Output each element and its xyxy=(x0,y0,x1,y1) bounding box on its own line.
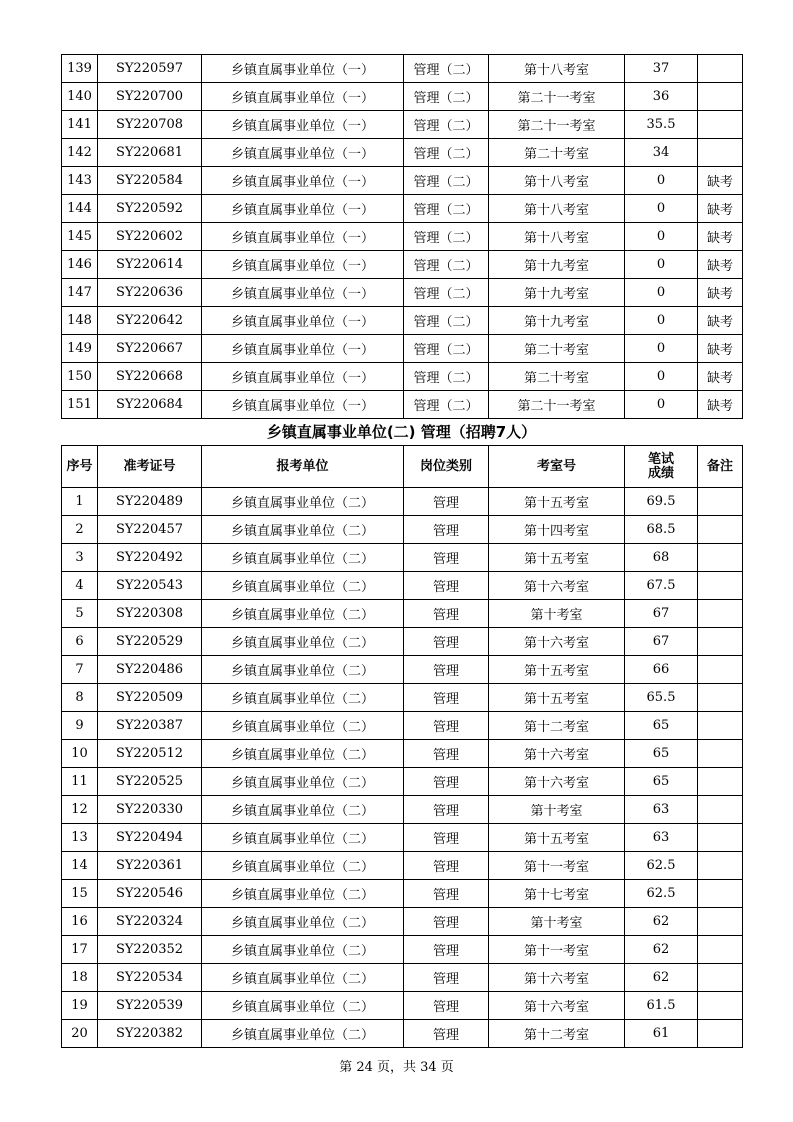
cell-note xyxy=(698,628,743,656)
cell-room: 第十六考室 xyxy=(489,628,625,656)
table-row xyxy=(62,391,743,419)
cell-unit: 乡镇直属事业单位（一） xyxy=(202,139,404,167)
cell-score: 0 xyxy=(625,391,698,419)
cell-unit: 乡镇直属事业单位（一） xyxy=(202,335,404,363)
cell-score: 62 xyxy=(625,936,698,964)
header-room: 考室号 xyxy=(489,446,625,488)
table-row xyxy=(62,335,743,363)
cell-unit: 乡镇直属事业单位（二） xyxy=(202,936,404,964)
cell-unit: 乡镇直属事业单位（一） xyxy=(202,111,404,139)
cell-note xyxy=(698,712,743,740)
cell-no: 7 xyxy=(62,656,98,684)
cell-room: 第十五考室 xyxy=(489,684,625,712)
cell-score: 0 xyxy=(625,195,698,223)
cell-score: 68.5 xyxy=(625,516,698,544)
cell-room: 第十六考室 xyxy=(489,572,625,600)
cell-no: 147 xyxy=(62,279,98,307)
cell-no: 15 xyxy=(62,880,98,908)
cell-note xyxy=(698,684,743,712)
cell-category: 管理（二） xyxy=(404,111,489,139)
cell-no: 139 xyxy=(62,55,98,83)
cell-exam-id: SY220534 xyxy=(98,964,202,992)
cell-exam-id: SY220382 xyxy=(98,1020,202,1048)
cell-unit: 乡镇直属事业单位（二） xyxy=(202,908,404,936)
cell-unit: 乡镇直属事业单位（二） xyxy=(202,656,404,684)
cell-no: 10 xyxy=(62,740,98,768)
cell-unit: 乡镇直属事业单位（一） xyxy=(202,195,404,223)
cell-category: 管理 xyxy=(404,796,489,824)
cell-category: 管理 xyxy=(404,572,489,600)
cell-category: 管理 xyxy=(404,488,489,516)
cell-score: 66 xyxy=(625,656,698,684)
cell-category: 管理 xyxy=(404,740,489,768)
table-row xyxy=(62,656,743,684)
cell-score: 0 xyxy=(625,167,698,195)
cell-score: 67 xyxy=(625,628,698,656)
cell-score: 0 xyxy=(625,251,698,279)
cell-room: 第十八考室 xyxy=(489,55,625,83)
cell-room: 第十九考室 xyxy=(489,251,625,279)
cell-no: 13 xyxy=(62,824,98,852)
cell-unit: 乡镇直属事业单位（二） xyxy=(202,488,404,516)
cell-unit: 乡镇直属事业单位（二） xyxy=(202,852,404,880)
section-results-body xyxy=(62,488,743,1048)
cell-unit: 乡镇直属事业单位（二） xyxy=(202,992,404,1020)
cell-no: 11 xyxy=(62,768,98,796)
cell-category: 管理 xyxy=(404,712,489,740)
cell-room: 第二十一考室 xyxy=(489,83,625,111)
cell-note xyxy=(698,139,743,167)
table-row xyxy=(62,516,743,544)
cell-exam-id: SY220614 xyxy=(98,251,202,279)
table-row xyxy=(62,223,743,251)
cell-exam-id: SY220489 xyxy=(98,488,202,516)
cell-unit: 乡镇直属事业单位（一） xyxy=(202,279,404,307)
cell-room: 第十七考室 xyxy=(489,880,625,908)
cell-note xyxy=(698,544,743,572)
cell-room: 第十五考室 xyxy=(489,544,625,572)
cell-no: 6 xyxy=(62,628,98,656)
cell-no: 20 xyxy=(62,1020,98,1048)
cell-note xyxy=(698,852,743,880)
cell-no: 17 xyxy=(62,936,98,964)
table-row xyxy=(62,1020,743,1048)
table-row xyxy=(62,740,743,768)
cell-note xyxy=(698,964,743,992)
cell-exam-id: SY220492 xyxy=(98,544,202,572)
cell-note: 缺考 xyxy=(698,195,743,223)
cell-exam-id: SY220668 xyxy=(98,363,202,391)
cell-note xyxy=(698,111,743,139)
cell-exam-id: SY220684 xyxy=(98,391,202,419)
cell-category: 管理（二） xyxy=(404,167,489,195)
cell-score: 67 xyxy=(625,600,698,628)
table-row xyxy=(62,600,743,628)
cell-unit: 乡镇直属事业单位（二） xyxy=(202,544,404,572)
cell-category: 管理 xyxy=(404,600,489,628)
table-row xyxy=(62,251,743,279)
cell-score: 62 xyxy=(625,908,698,936)
cell-score: 35.5 xyxy=(625,111,698,139)
cell-category: 管理 xyxy=(404,992,489,1020)
cell-category: 管理 xyxy=(404,1020,489,1048)
cell-no: 141 xyxy=(62,111,98,139)
cell-unit: 乡镇直属事业单位（二） xyxy=(202,880,404,908)
cell-unit: 乡镇直属事业单位（二） xyxy=(202,1020,404,1048)
cell-no: 16 xyxy=(62,908,98,936)
cell-no: 145 xyxy=(62,223,98,251)
cell-exam-id: SY220584 xyxy=(98,167,202,195)
cell-room: 第十八考室 xyxy=(489,167,625,195)
cell-note xyxy=(698,768,743,796)
cell-category: 管理（二） xyxy=(404,55,489,83)
header-exam-id: 准考证号 xyxy=(98,446,202,488)
cell-unit: 乡镇直属事业单位（二） xyxy=(202,740,404,768)
cell-category: 管理（二） xyxy=(404,391,489,419)
cell-unit: 乡镇直属事业单位（二） xyxy=(202,572,404,600)
cell-exam-id: SY220636 xyxy=(98,279,202,307)
cell-category: 管理 xyxy=(404,656,489,684)
table-row xyxy=(62,936,743,964)
cell-room: 第十二考室 xyxy=(489,1020,625,1048)
table-header-row xyxy=(62,446,743,488)
cell-category: 管理（二） xyxy=(404,195,489,223)
table-row xyxy=(62,307,743,335)
header-score-line2: 成绩 xyxy=(647,465,674,481)
cell-unit: 乡镇直属事业单位（二） xyxy=(202,768,404,796)
cell-note xyxy=(698,824,743,852)
cell-note: 缺考 xyxy=(698,363,743,391)
cell-note xyxy=(698,600,743,628)
cell-note: 缺考 xyxy=(698,335,743,363)
table-row xyxy=(62,908,743,936)
cell-score: 0 xyxy=(625,223,698,251)
cell-unit: 乡镇直属事业单位（一） xyxy=(202,55,404,83)
cell-room: 第十一考室 xyxy=(489,936,625,964)
table-row xyxy=(62,964,743,992)
cell-note xyxy=(698,55,743,83)
cell-category: 管理 xyxy=(404,516,489,544)
cell-category: 管理 xyxy=(404,852,489,880)
cell-room: 第十六考室 xyxy=(489,768,625,796)
table-row xyxy=(62,992,743,1020)
cell-no: 18 xyxy=(62,964,98,992)
cell-no: 14 xyxy=(62,852,98,880)
cell-room: 第十五考室 xyxy=(489,656,625,684)
cell-score: 63 xyxy=(625,796,698,824)
cell-room: 第十考室 xyxy=(489,600,625,628)
cell-score: 65 xyxy=(625,712,698,740)
table-row xyxy=(62,824,743,852)
cell-unit: 乡镇直属事业单位（二） xyxy=(202,712,404,740)
cell-room: 第二十一考室 xyxy=(489,391,625,419)
cell-category: 管理 xyxy=(404,936,489,964)
cell-no: 2 xyxy=(62,516,98,544)
cell-category: 管理（二） xyxy=(404,279,489,307)
cell-note xyxy=(698,516,743,544)
cell-room: 第十八考室 xyxy=(489,195,625,223)
cell-unit: 乡镇直属事业单位（一） xyxy=(202,167,404,195)
cell-room: 第十六考室 xyxy=(489,992,625,1020)
cell-no: 151 xyxy=(62,391,98,419)
table-row xyxy=(62,684,743,712)
cell-note xyxy=(698,992,743,1020)
cell-exam-id: SY220512 xyxy=(98,740,202,768)
continued-results-body xyxy=(62,55,743,419)
cell-score: 65 xyxy=(625,768,698,796)
cell-score: 0 xyxy=(625,363,698,391)
table-row xyxy=(62,139,743,167)
cell-no: 9 xyxy=(62,712,98,740)
cell-room: 第十六考室 xyxy=(489,740,625,768)
cell-note: 缺考 xyxy=(698,223,743,251)
cell-room: 第十九考室 xyxy=(489,279,625,307)
cell-category: 管理（二） xyxy=(404,307,489,335)
cell-exam-id: SY220494 xyxy=(98,824,202,852)
cell-category: 管理（二） xyxy=(404,223,489,251)
cell-note xyxy=(698,1020,743,1048)
cell-room: 第十四考室 xyxy=(489,516,625,544)
cell-no: 146 xyxy=(62,251,98,279)
cell-note: 缺考 xyxy=(698,279,743,307)
cell-note xyxy=(698,656,743,684)
cell-score: 0 xyxy=(625,307,698,335)
cell-score: 69.5 xyxy=(625,488,698,516)
cell-unit: 乡镇直属事业单位（一） xyxy=(202,391,404,419)
cell-unit: 乡镇直属事业单位（二） xyxy=(202,516,404,544)
cell-category: 管理 xyxy=(404,684,489,712)
cell-unit: 乡镇直属事业单位（一） xyxy=(202,307,404,335)
cell-note: 缺考 xyxy=(698,167,743,195)
cell-room: 第十五考室 xyxy=(489,824,625,852)
table-row xyxy=(62,796,743,824)
header-note: 备注 xyxy=(698,446,743,488)
cell-unit: 乡镇直属事业单位（一） xyxy=(202,251,404,279)
cell-score: 62.5 xyxy=(625,880,698,908)
cell-room: 第二十考室 xyxy=(489,335,625,363)
cell-unit: 乡镇直属事业单位（一） xyxy=(202,223,404,251)
continued-results-table xyxy=(61,54,743,419)
cell-unit: 乡镇直属事业单位（二） xyxy=(202,684,404,712)
cell-no: 8 xyxy=(62,684,98,712)
cell-score: 67.5 xyxy=(625,572,698,600)
cell-room: 第十五考室 xyxy=(489,488,625,516)
table-row xyxy=(62,880,743,908)
cell-score: 34 xyxy=(625,139,698,167)
cell-exam-id: SY220361 xyxy=(98,852,202,880)
cell-exam-id: SY220525 xyxy=(98,768,202,796)
cell-exam-id: SY220509 xyxy=(98,684,202,712)
table-row xyxy=(62,628,743,656)
table-row xyxy=(62,83,743,111)
header-unit: 报考单位 xyxy=(202,446,404,488)
cell-exam-id: SY220387 xyxy=(98,712,202,740)
section-results-table xyxy=(61,445,743,1048)
cell-no: 144 xyxy=(62,195,98,223)
cell-unit: 乡镇直属事业单位（二） xyxy=(202,628,404,656)
cell-note xyxy=(698,796,743,824)
cell-score: 68 xyxy=(625,544,698,572)
header-score-line1: 笔试 xyxy=(647,451,674,467)
cell-note xyxy=(698,880,743,908)
cell-category: 管理 xyxy=(404,768,489,796)
cell-category: 管理 xyxy=(404,824,489,852)
cell-score: 65 xyxy=(625,740,698,768)
header-score xyxy=(625,446,698,488)
table-row xyxy=(62,768,743,796)
cell-unit: 乡镇直属事业单位（二） xyxy=(202,824,404,852)
table-row xyxy=(62,279,743,307)
cell-room: 第二十考室 xyxy=(489,139,625,167)
cell-note xyxy=(698,740,743,768)
cell-category: 管理（二） xyxy=(404,335,489,363)
cell-exam-id: SY220330 xyxy=(98,796,202,824)
cell-no: 142 xyxy=(62,139,98,167)
cell-exam-id: SY220642 xyxy=(98,307,202,335)
cell-score: 63 xyxy=(625,824,698,852)
cell-category: 管理 xyxy=(404,880,489,908)
cell-exam-id: SY220681 xyxy=(98,139,202,167)
cell-room: 第十九考室 xyxy=(489,307,625,335)
table-row xyxy=(62,363,743,391)
cell-score: 0 xyxy=(625,335,698,363)
cell-unit: 乡镇直属事业单位（二） xyxy=(202,964,404,992)
cell-room: 第十考室 xyxy=(489,796,625,824)
cell-exam-id: SY220602 xyxy=(98,223,202,251)
header-category: 岗位类别 xyxy=(404,446,489,488)
cell-category: 管理（二） xyxy=(404,363,489,391)
cell-exam-id: SY220700 xyxy=(98,83,202,111)
cell-exam-id: SY220308 xyxy=(98,600,202,628)
cell-exam-id: SY220667 xyxy=(98,335,202,363)
table-row xyxy=(62,712,743,740)
cell-no: 1 xyxy=(62,488,98,516)
cell-room: 第十二考室 xyxy=(489,712,625,740)
cell-category: 管理 xyxy=(404,908,489,936)
cell-score: 61 xyxy=(625,1020,698,1048)
cell-category: 管理（二） xyxy=(404,251,489,279)
cell-no: 148 xyxy=(62,307,98,335)
header-no: 序号 xyxy=(62,446,98,488)
cell-note: 缺考 xyxy=(698,391,743,419)
cell-exam-id: SY220457 xyxy=(98,516,202,544)
page-footer: 第 24 页，共 34 页 xyxy=(339,1060,454,1075)
table-row xyxy=(62,55,743,83)
table-row xyxy=(62,572,743,600)
cell-category: 管理（二） xyxy=(404,139,489,167)
cell-note xyxy=(698,936,743,964)
cell-score: 62 xyxy=(625,964,698,992)
cell-no: 150 xyxy=(62,363,98,391)
cell-score: 37 xyxy=(625,55,698,83)
cell-room: 第十考室 xyxy=(489,908,625,936)
cell-score: 61.5 xyxy=(625,992,698,1020)
cell-category: 管理 xyxy=(404,544,489,572)
cell-no: 149 xyxy=(62,335,98,363)
cell-exam-id: SY220486 xyxy=(98,656,202,684)
cell-score: 36 xyxy=(625,83,698,111)
cell-exam-id: SY220592 xyxy=(98,195,202,223)
cell-no: 3 xyxy=(62,544,98,572)
cell-room: 第十一考室 xyxy=(489,852,625,880)
cell-room: 第十八考室 xyxy=(489,223,625,251)
cell-score: 62.5 xyxy=(625,852,698,880)
cell-unit: 乡镇直属事业单位（二） xyxy=(202,796,404,824)
cell-exam-id: SY220543 xyxy=(98,572,202,600)
cell-room: 第十六考室 xyxy=(489,964,625,992)
cell-room: 第二十一考室 xyxy=(489,111,625,139)
cell-note: 缺考 xyxy=(698,251,743,279)
cell-exam-id: SY220546 xyxy=(98,880,202,908)
cell-note xyxy=(698,83,743,111)
table-row xyxy=(62,544,743,572)
table-row xyxy=(62,488,743,516)
cell-no: 4 xyxy=(62,572,98,600)
table-row xyxy=(62,852,743,880)
table-row xyxy=(62,167,743,195)
cell-no: 12 xyxy=(62,796,98,824)
cell-exam-id: SY220352 xyxy=(98,936,202,964)
cell-no: 140 xyxy=(62,83,98,111)
section-title: 乡镇直属事业单位(二) 管理（招聘7人） xyxy=(266,423,537,441)
cell-no: 19 xyxy=(62,992,98,1020)
cell-exam-id: SY220324 xyxy=(98,908,202,936)
cell-note xyxy=(698,488,743,516)
cell-note: 缺考 xyxy=(698,307,743,335)
cell-category: 管理 xyxy=(404,628,489,656)
cell-unit: 乡镇直属事业单位（一） xyxy=(202,83,404,111)
cell-score: 0 xyxy=(625,279,698,307)
cell-score: 65.5 xyxy=(625,684,698,712)
cell-exam-id: SY220597 xyxy=(98,55,202,83)
cell-no: 5 xyxy=(62,600,98,628)
cell-unit: 乡镇直属事业单位（二） xyxy=(202,600,404,628)
cell-room: 第二十考室 xyxy=(489,363,625,391)
cell-note xyxy=(698,572,743,600)
cell-exam-id: SY220529 xyxy=(98,628,202,656)
cell-note xyxy=(698,908,743,936)
cell-category: 管理 xyxy=(404,964,489,992)
cell-category: 管理（二） xyxy=(404,83,489,111)
cell-no: 143 xyxy=(62,167,98,195)
cell-exam-id: SY220708 xyxy=(98,111,202,139)
table-row xyxy=(62,111,743,139)
table-row xyxy=(62,195,743,223)
cell-unit: 乡镇直属事业单位（一） xyxy=(202,363,404,391)
cell-exam-id: SY220539 xyxy=(98,992,202,1020)
